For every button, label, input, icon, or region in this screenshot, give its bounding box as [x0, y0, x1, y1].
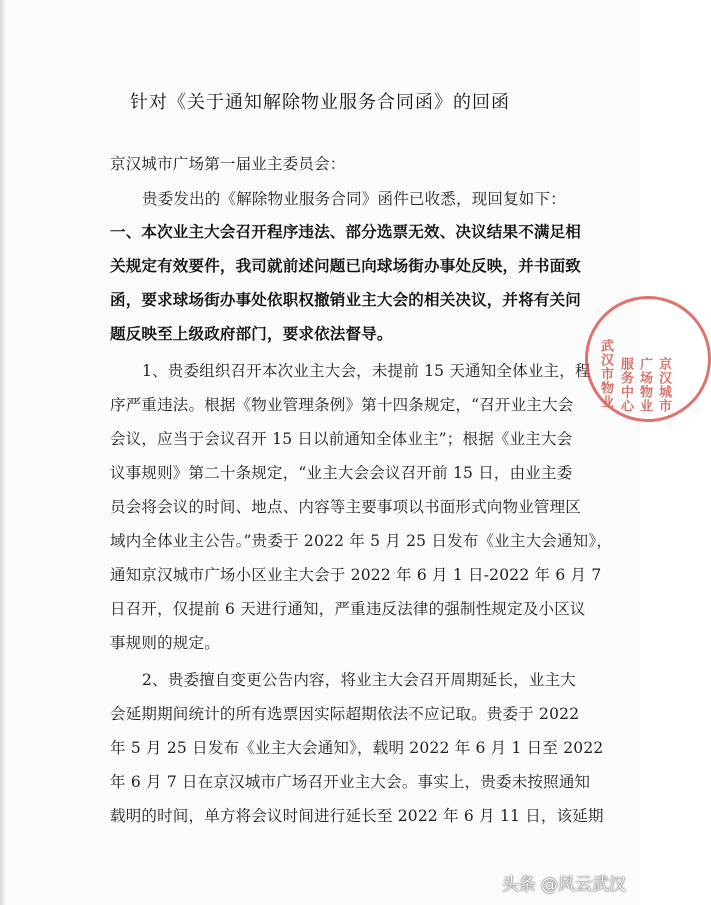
- item1-line: 会议，应当于会议召开 15 日以前通知全体业主”；根据《业主大会: [110, 430, 573, 448]
- item2-line: 载明的时间，单方将会议时间进行延长至 2022 年 6 月 11 日，该延期: [110, 807, 604, 825]
- document-title: 针对《关于通知解除物业服务合同函》的回函: [130, 92, 510, 113]
- item1-line: 事规则的规定。: [110, 634, 220, 652]
- section1-line: 关规定有效要件，我司就前述问题已向球场街办事处反映，并书面致: [110, 256, 582, 275]
- seal-text-outer: 武汉市物业: [598, 339, 613, 409]
- item2-line: 年 5 月 25 日发布《业主大会通知》，载明 2022 年 6 月 1 日至 2022: [110, 739, 604, 757]
- seal-text-inner: 京汉城市广场物业服务中心: [618, 357, 671, 413]
- item1-line: 序严重违法。根据《物业管理条例》第十四条规定，“召开业主大会: [110, 396, 574, 414]
- recipient-line: 京汉城市广场第一届业主委员会：: [110, 155, 346, 173]
- item1-line: 通知京汉城市广场小区业主大会于 2022 年 6 月 1 日-2022 年 6 月 7: [110, 566, 602, 584]
- item2-line: 年 6 月 7 日在京汉城市广场召开业主大会。事实上，贵委未按照通知: [110, 773, 591, 791]
- page-edge-shadow: [0, 0, 6, 905]
- source-watermark: 头条 @风云武汉: [501, 875, 626, 895]
- section1-line: 函，要求球场街办事处依职权撤销业主大会的相关决议，并将有关问: [110, 290, 582, 309]
- item1-line: 1、贵委组织召开本次业主大会，未提前 15 天通知全体业主，程: [142, 362, 591, 380]
- section1-line: 题反映至上级政府部门，要求依法督导。: [110, 324, 393, 343]
- item2-line: 会延期期间统计的所有选票因实际超期依法不应记取。贵委于 2022: [110, 705, 580, 723]
- item1-line: 员会将会议的时间、地点、内容等主要事项以书面形式向物业管理区: [110, 498, 582, 516]
- section1-line: 一、本次业主大会召开程序违法、部分选票无效、决议结果不满足相: [110, 222, 582, 241]
- item1-line: 域内全体业主公告。”贵委于 2022 年 5 月 25 日发布《业主大会通知》，: [110, 532, 613, 550]
- item1-line: 日召开，仅提前 6 天进行通知，严重违反法律的强制性规定及小区议: [110, 600, 586, 618]
- official-seal-stamp: [585, 296, 711, 422]
- item2-line: 2、贵委擅自变更公告内容，将业主大会召开周期延长，业主大: [142, 671, 576, 689]
- intro-paragraph: 贵委发出的《解除物业服务合同》函件已收悉，现回复如下：: [142, 190, 566, 208]
- item1-line: 议事规则》第二十条规定，“业主大会会议召开前 15 日，由业主委: [110, 464, 573, 482]
